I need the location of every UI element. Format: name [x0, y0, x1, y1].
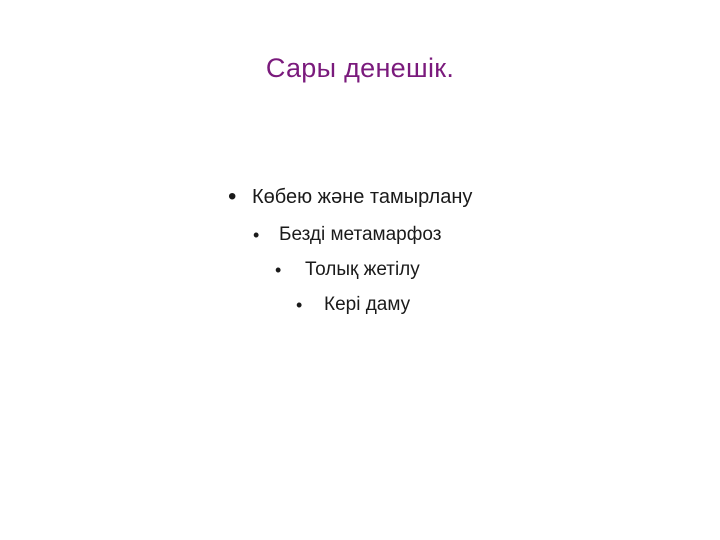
bullet-icon: •: [228, 183, 237, 210]
bullet-icon: •: [296, 295, 303, 315]
bullet-item-tolyk-zhetilu: [275, 257, 420, 283]
bullet-item-kobeyu: [228, 183, 472, 211]
slide-title: Сары денешік.: [265, 53, 455, 83]
bullet-label: Толық жетілу: [305, 259, 420, 280]
bullet-icon: •: [275, 260, 282, 280]
bullet-label: Көбею және тамырлану: [252, 186, 473, 208]
bullet-icon: •: [253, 225, 260, 245]
bullet-label: Безді метамарфоз: [279, 224, 442, 245]
bullet-item-keri-damu: [296, 292, 410, 318]
bullet-item-bezdi-metamarfoz: [253, 222, 441, 248]
bullet-label: Кері даму: [324, 294, 411, 315]
